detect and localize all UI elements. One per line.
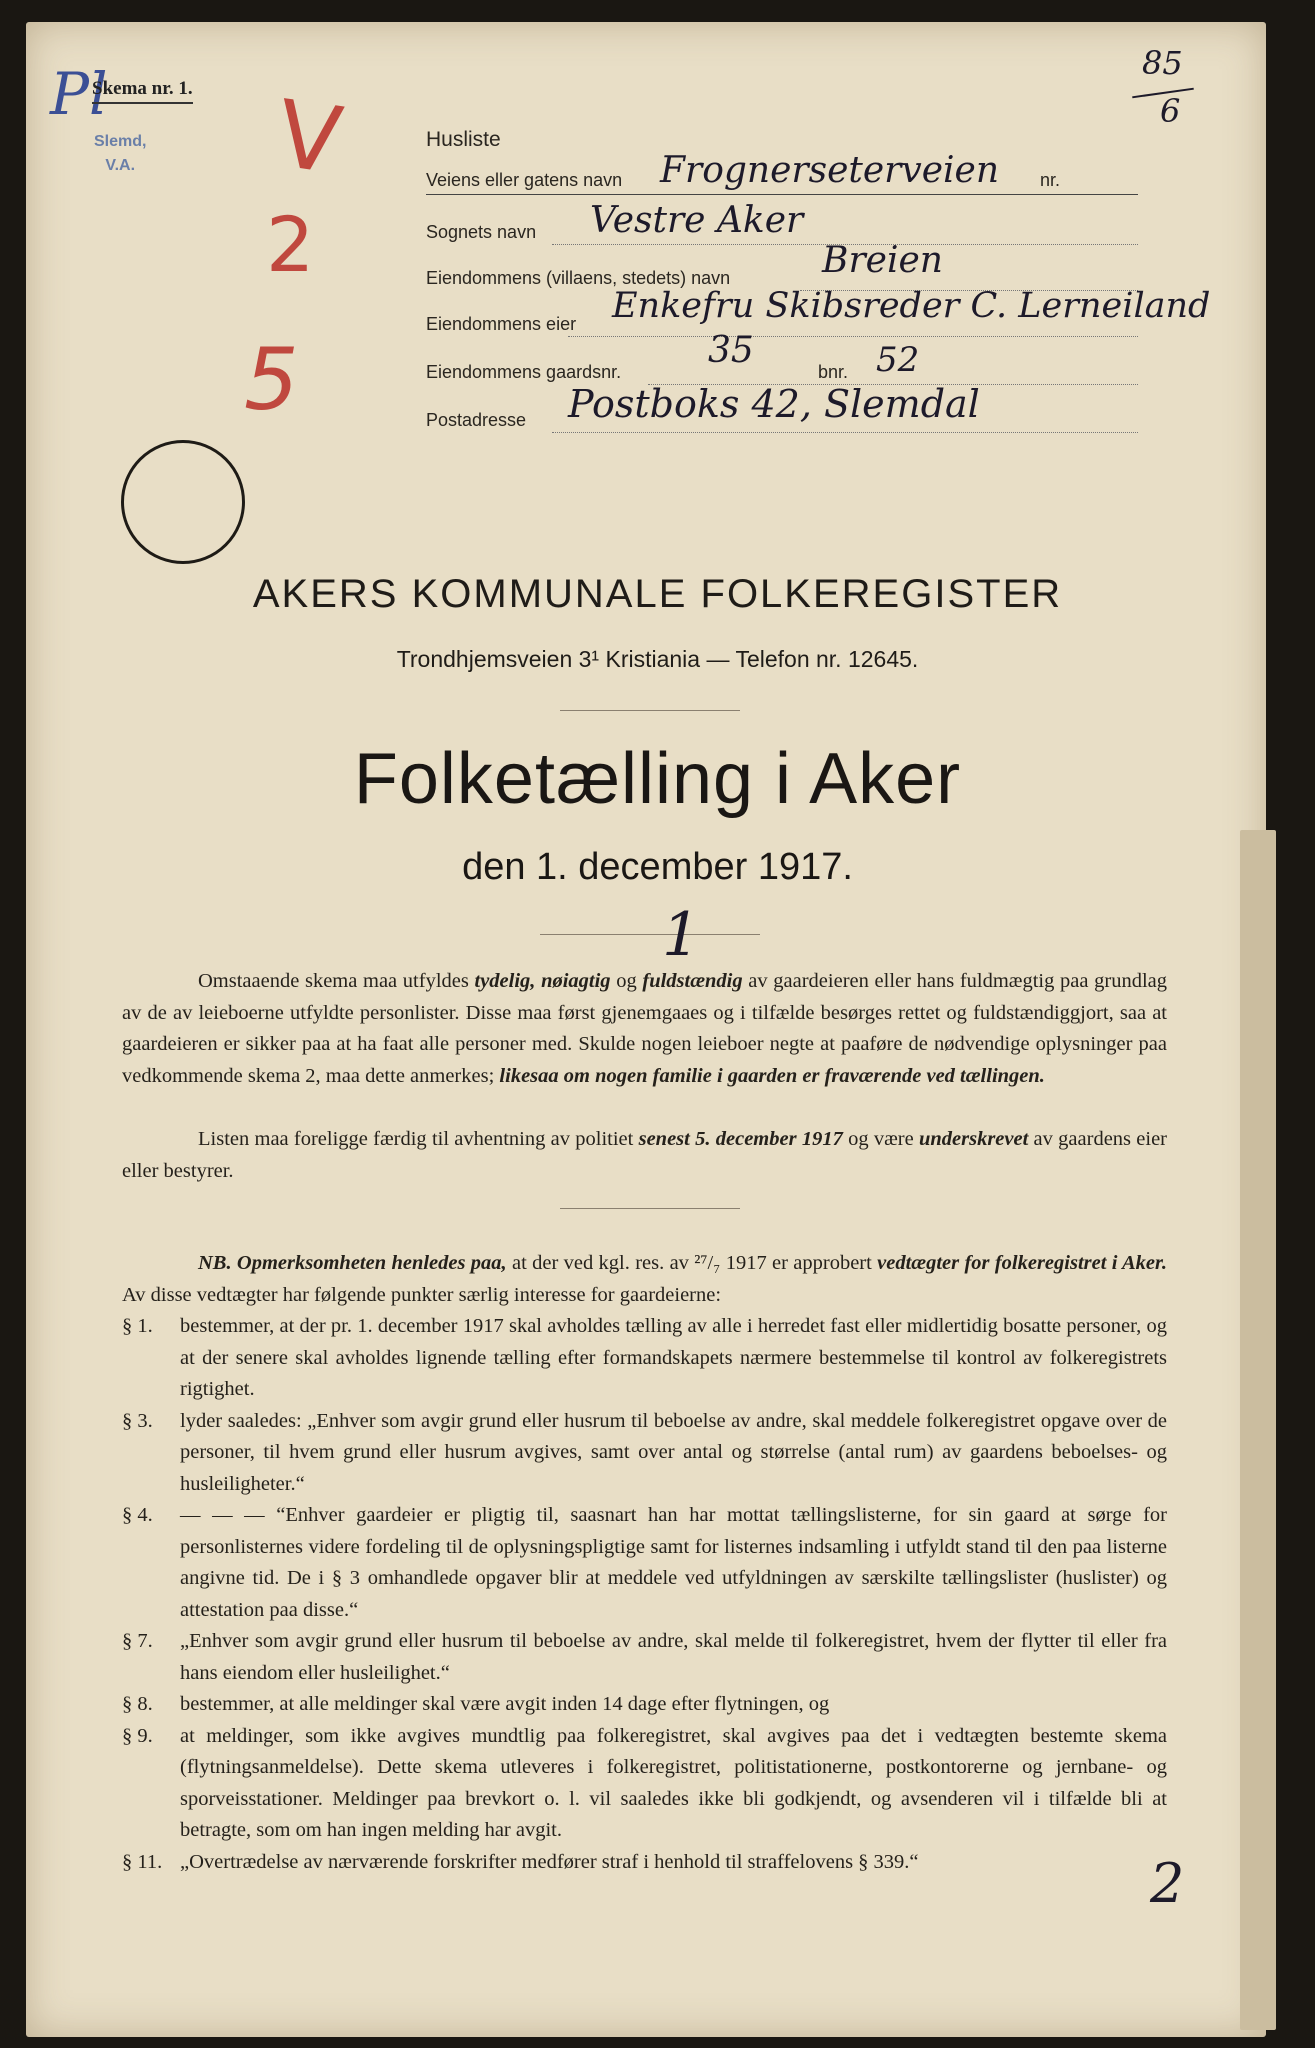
- handwritten-page-number: 2: [1150, 1852, 1185, 1915]
- section-11: § 11. „Overtrædelse av nærværende forskrifter medfører straf i henhold til straffelovens § 339.“: [122, 1850, 919, 1873]
- statute-sections: [122, 1311, 1167, 1878]
- property-name-value: Breien: [822, 240, 943, 281]
- corner-number-top: 85: [1142, 44, 1183, 82]
- document-date: den 1. december 1917.: [462, 846, 853, 888]
- location-stamp: [64, 130, 146, 178]
- gaardsnr-label: Eiendommens gaardsnr.: [426, 362, 622, 382]
- back-page-edge: [1240, 830, 1276, 2030]
- owner-underline: [568, 336, 1138, 337]
- street-nr-label: nr.: [1040, 170, 1061, 190]
- nb-paragraph: NB. Opmerksomheten henledes paa, at der ved kgl. res. av ²⁷/₇ 1917 er approbert vedtægter for folkeregistret i Aker. Av disse vedtægter har følgende punkter særlig interesse for gaardeierne:: [122, 1252, 1168, 1306]
- owner-value: Enkefru Skibsreder C. Lerneiland: [612, 286, 1211, 326]
- red-mark-v: V: [270, 80, 349, 195]
- section-3: § 3. lyder saaledes: „Enhver som avgir grund eller husrum til beboelse av andre, skal meddele folkeregistret opgave over de personer, til hvem grund eller husrum avgives, samt over antal og størrelse (antal rum) av gaardens beboelses- og husleiligheter.“: [122, 1409, 1167, 1495]
- bnr-value: 52: [876, 340, 920, 380]
- bnr-label: bnr.: [818, 362, 849, 382]
- deadline-paragraph: Listen maa foreligge færdig til avhentning av politiet senest 5. december 1917 og være underskrevet av gaardens eier eller bestyrer.: [122, 1128, 1168, 1182]
- corner-number-bottom: 6: [1160, 92, 1181, 130]
- parish-value: Vestre Aker: [590, 200, 804, 241]
- section-9: § 9. at meldinger, som ikke avgives mundtlig paa folkeregistret, skal avgives paa det i vedtægten bestemte skema (flytningsanmeldelse). Dette skema utleveres i folkeregistret, politistationerne, postkontorerne og jernbane- og sporveisstationer. Meldinger paa brevkort o. l. vil saaledes ikke bli godkjendt, og avsenderen vil i tilfælde bli at betragte, som om han ingen melding har avgit.: [122, 1724, 1167, 1841]
- divider-2: [540, 934, 760, 935]
- red-mark-5: 5: [244, 330, 299, 430]
- divider-3: [560, 1208, 740, 1209]
- section-4: § 4. — — — “Enhver gaardeier er pligtig til, saasnart han har mottat tællingslisterne, for sin gaard at sørge for personlisternes videre fordeling til de oplysningspligtige samt for listernes indsamling i utfyldt stand til den paa listerne angivne tid. De i § 3 omhandlede opgaver blir at meddele ved utfyldningen av særskilte tællingslister (huslister) og attestation paa disse.“: [122, 1504, 1167, 1621]
- empty-circle-mark: [121, 440, 245, 564]
- street-label: Veiens eller gatens navn: [426, 170, 623, 190]
- property-name-label: Eiendommens (villaens, stedets) navn: [426, 268, 731, 288]
- office-heading: AKERS KOMMUNALE FOLKEREGISTER: [252, 572, 1063, 616]
- handwritten-number-1: 1: [662, 900, 701, 970]
- postal-address-value: Postboks 42, Slemdal: [568, 382, 980, 426]
- postal-address-label: Postadresse: [426, 410, 527, 430]
- section-7: § 7. „Enhver som avgir grund eller husrum til beboelse av andre, skal melde til folkeregistret, hvem der flytter til eller fra hans eiendom eller husleilighet.“: [122, 1630, 1167, 1684]
- instructions-paragraph: Omstaaende skema maa utfyldes tydelig, nøiagtig og fuldstændig av gaardeieren eller hans fuldmægtig paa grundlag av de av leieboerne utfyldte personlister. Disse maa først gjenemgaaes og i tilfælde besørges rettet og fuldstændiggjort, saa at gaardeieren er sikker paa at ha faat alle personer med. Skulde nogen leieboer negte at paaføre de nødvendige oplysninger paa vedkommende skema 2, maa dette anmerkes; likesaa om nogen familie i gaarden er fraværende ved tællingen.: [122, 970, 1167, 1087]
- section-8: § 8. bestemmer, at alle meldinger skal være avgit inden 14 dage efter flytningen, og: [122, 1693, 830, 1715]
- office-address: Trondhjemsveien 3¹ Kristiania — Telefon nr. 12645.: [396, 646, 919, 672]
- divider-1: [560, 710, 740, 711]
- owner-label: Eiendommens eier: [426, 314, 577, 334]
- skema-label: Skema nr. 1.: [92, 78, 193, 104]
- stamp-line-1: Slemd,: [94, 133, 147, 150]
- gaardsnr-value: 35: [708, 330, 754, 371]
- section-1: § 1. bestemmer, at der pr. 1. december 1917 skal avholdes tælling av alle i herredet fast eller midlertidig bosatte personer, og at der senere skal avholdes lignende tælling efter formandskapets nærmere bestemmelse til kontrol av folkeregistrets rigtighet.: [122, 1315, 1167, 1400]
- blue-initials-mark: Pl: [50, 60, 108, 128]
- document-title: Folketælling i Aker: [353, 739, 962, 819]
- form-heading: Husliste: [426, 128, 501, 151]
- postal-address-underline: [552, 432, 1138, 433]
- parish-label: Sognets navn: [426, 222, 537, 242]
- street-underline: [426, 194, 1138, 195]
- street-value: Frognerseterveien: [660, 150, 1000, 191]
- red-mark-2: 2: [266, 200, 315, 289]
- stamp-line-2: V.A.: [105, 157, 136, 174]
